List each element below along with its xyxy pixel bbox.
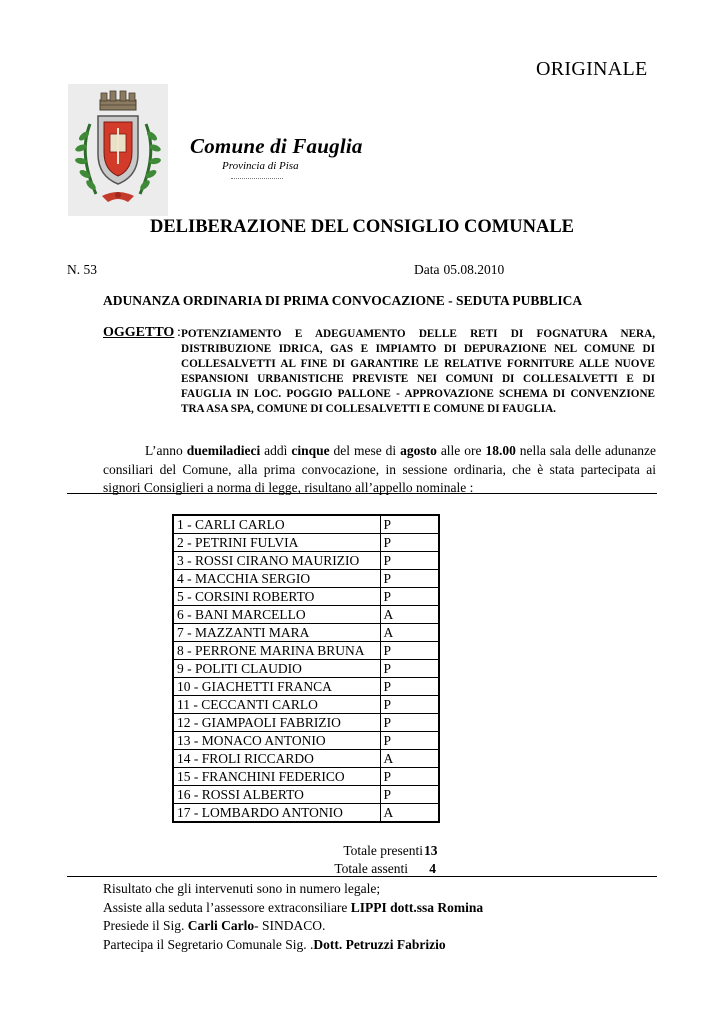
intro-month: agosto	[400, 443, 437, 458]
attendance-status: A	[380, 804, 439, 823]
table-row	[173, 750, 439, 768]
footer-notes	[103, 880, 483, 954]
total-present-value: 13	[424, 843, 438, 858]
councillor-name: 12 - GIAMPAOLI FABRIZIO	[173, 714, 380, 732]
councillor-name: 17 - LOMBARDO ANTONIO	[173, 804, 380, 823]
councillor-name: 2 - PETRINI FULVIA	[173, 534, 380, 552]
original-stamp: ORIGINALE	[536, 58, 648, 80]
table-row	[173, 606, 439, 624]
table-row	[173, 570, 439, 588]
president-name: Carli Carlo	[187, 918, 255, 933]
secretary-line	[103, 936, 483, 955]
header-divider	[231, 178, 283, 179]
intro-text: alle ore	[436, 443, 486, 458]
deliberation-date	[414, 262, 504, 278]
table-row	[173, 642, 439, 660]
assessor-name: LIPPI dott.ssa Romina	[350, 899, 484, 915]
table-row	[173, 552, 439, 570]
attendance-status: P	[380, 768, 439, 786]
councillor-name: 15 - FRANCHINI FEDERICO	[173, 768, 380, 786]
intro-text: addì	[260, 443, 292, 458]
attendance-status: P	[380, 660, 439, 678]
councillor-name: 3 - ROSSI CIRANO MAURIZIO	[173, 552, 380, 570]
table-row	[173, 660, 439, 678]
councillor-name: 7 - MAZZANTI MARA	[173, 624, 380, 642]
attendance-status: P	[380, 642, 439, 660]
attendance-status: P	[380, 534, 439, 552]
intro-text: L’anno	[145, 443, 187, 458]
table-row	[173, 678, 439, 696]
intro-paragraph	[103, 442, 656, 498]
intro-year: duemiladieci	[186, 443, 261, 458]
attendance-status: P	[380, 714, 439, 732]
coat-of-arms-icon	[68, 84, 168, 216]
date-label: Data	[414, 262, 440, 277]
roll-call-body	[173, 515, 439, 822]
councillor-name: 16 - ROSSI ALBERTO	[173, 786, 380, 804]
table-row	[173, 714, 439, 732]
councillor-name: 8 - PERRONE MARINA BRUNA	[173, 642, 380, 660]
president-line	[103, 917, 483, 936]
secretary-label: Partecipa il Segretario Comunale Sig. .	[103, 936, 314, 952]
attendance-status: P	[380, 552, 439, 570]
total-absent-value: 4	[429, 861, 436, 876]
total-absent-label: Totale assenti	[334, 861, 408, 876]
total-present-label: Totale presenti	[343, 843, 423, 858]
section-divider	[67, 876, 657, 877]
assessor-line	[103, 899, 483, 918]
councillor-name: 1 - CARLI CARLO	[173, 515, 380, 534]
councillor-name: 6 - BANI MARCELLO	[173, 606, 380, 624]
intro-time: 18.00	[485, 443, 516, 458]
table-row	[173, 515, 439, 534]
table-row	[173, 804, 439, 823]
attendance-status: P	[380, 678, 439, 696]
attendance-status: A	[380, 624, 439, 642]
table-row	[173, 624, 439, 642]
president-label: Presiede il Sig.	[103, 918, 188, 933]
attendance-status: P	[380, 786, 439, 804]
attendance-status: A	[380, 606, 439, 624]
intro-text: nella sala delle adunanze consiliari del Comune, alla prima convocazione, in sessione ordinaria, che è stata partecipata ai signori Consiglieri a norma di legge, risultano all’appello nominale :	[103, 443, 657, 495]
attendance-status: P	[380, 732, 439, 750]
table-row	[173, 696, 439, 714]
councillor-name: 13 - MONACO ANTONIO	[173, 732, 380, 750]
attendance-status: A	[380, 750, 439, 768]
councillor-name: 11 - CECCANTI CARLO	[173, 696, 380, 714]
subject-text: POTENZIAMENTO E ADEGUAMENTO DELLE RETI DI FOGNATURA NERA, DISTRIBUZIONE IDRICA, GAS E IMPIAMTO DI DEPURAZIONE NEL COMUNE DI COLLESALVETTI AL FINE DI GARANTIRE LE RELATIVE FORNITURE ALLE NUOVE ESPANSIONI URBANISTICHE PREVISTE NEI COMUNI DI COLLESALVETTI E DI FAUGLIA IN LOC. POGGIO PALLONE - APPROVAZIONE SCHEMA DI CONVENZIONE TRA ASA SPA, COMUNE DI COLLESALVETTI E COMUNE DI FAUGLIA.	[181, 328, 655, 415]
attendance-status: P	[380, 515, 439, 534]
councillor-name: 9 - POLITI CLAUDIO	[173, 660, 380, 678]
councillor-name: 4 - MACCHIA SERGIO	[173, 570, 380, 588]
attendance-status: P	[380, 570, 439, 588]
meeting-type: ADUNANZA ORDINARIA DI PRIMA CONVOCAZIONE - SEDUTA PUBBLICA	[103, 293, 583, 308]
table-row	[173, 534, 439, 552]
date-value: 05.08.2010	[443, 262, 505, 277]
section-divider	[67, 493, 657, 494]
legal-number-line: Risultato che gli intervenuti sono in numero legale;	[103, 881, 381, 896]
secretary-name: Dott. Petruzzi Fabrizio	[313, 936, 446, 952]
table-row	[173, 732, 439, 750]
subject-colon: :	[177, 325, 181, 340]
attendance-status: P	[380, 696, 439, 714]
deliberation-number: N. 53	[67, 262, 97, 277]
councillor-name: 5 - CORSINI ROBERTO	[173, 588, 380, 606]
subject-label: OGGETTO	[103, 325, 175, 340]
document-title: DELIBERAZIONE DEL CONSIGLIO COMUNALE	[149, 217, 575, 237]
municipality-name: Comune di Fauglia	[190, 134, 363, 158]
intro-text: del mese di	[329, 443, 401, 458]
councillor-name: 10 - GIACHETTI FRANCA	[173, 678, 380, 696]
councillor-name: 14 - FROLI RICCARDO	[173, 750, 380, 768]
intro-day: cinque	[291, 443, 330, 458]
table-row	[173, 768, 439, 786]
assessor-label: Assiste alla seduta l’assessore extraconsiliare	[103, 899, 351, 915]
roll-call-table	[172, 514, 440, 823]
attendance-status: P	[380, 588, 439, 606]
table-row	[173, 588, 439, 606]
table-row	[173, 786, 439, 804]
province-name: Provincia di Pisa	[222, 160, 299, 172]
president-role: - SINDACO.	[254, 918, 326, 933]
